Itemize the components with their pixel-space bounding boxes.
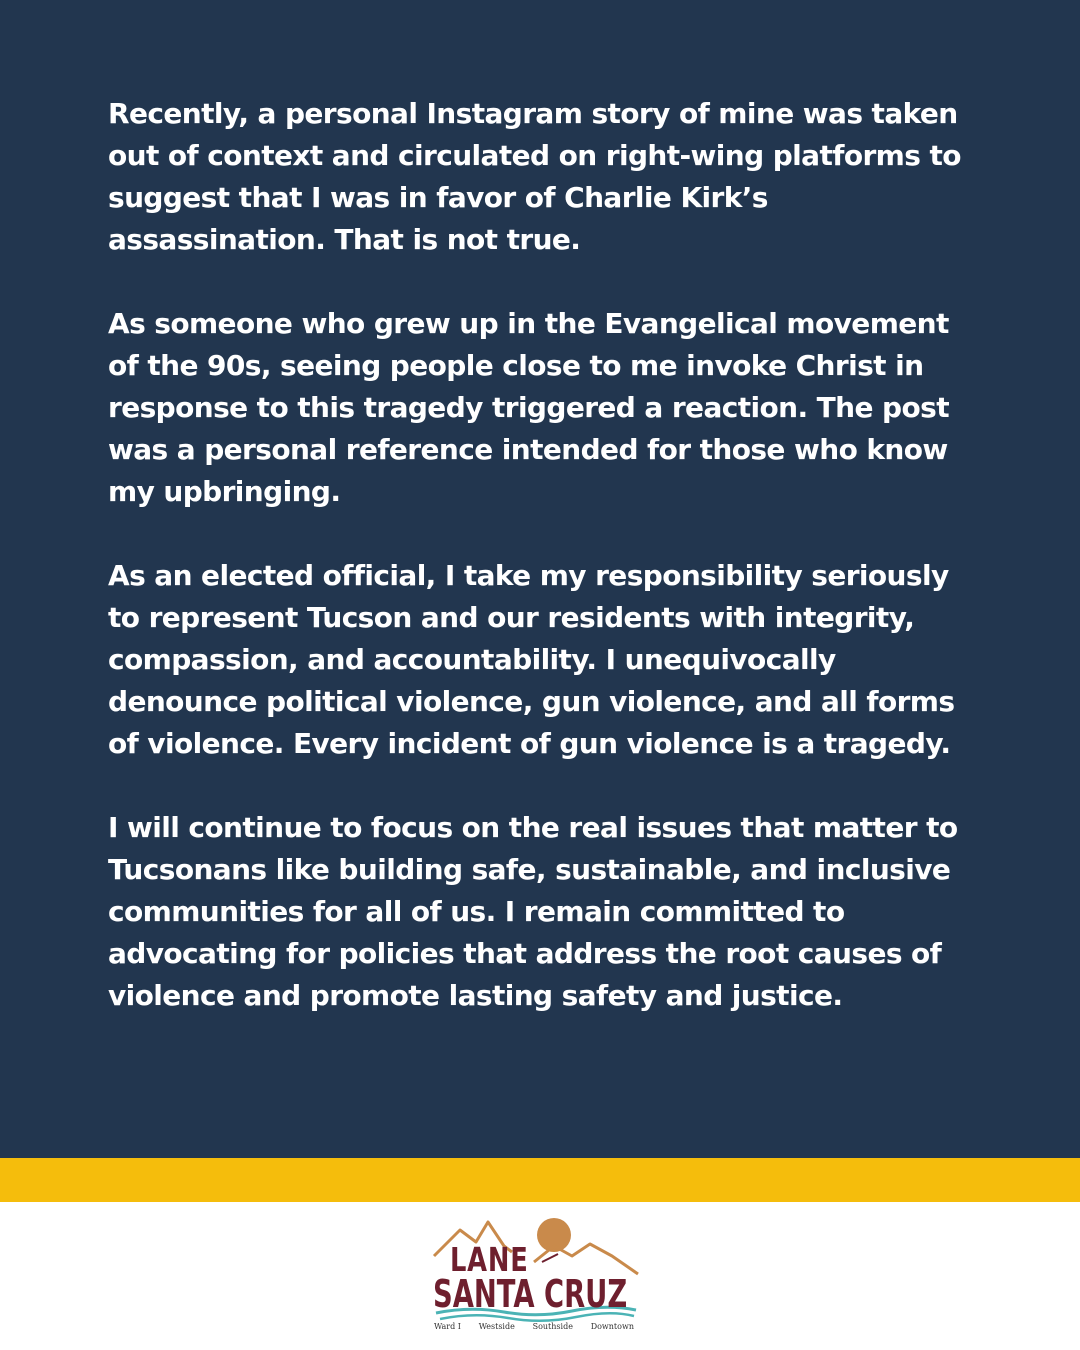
logo-name-line1: LANE (450, 1240, 529, 1279)
logo-area-ward: Ward I (434, 1322, 461, 1331)
lane-santa-cruz-logo (430, 1216, 645, 1338)
logo-name-line2: SANTA CRUZ (433, 1272, 628, 1316)
statement-paragraph-2: As someone who grew up in the Evangelical movement of the 90s, seeing people close to me invoke Christ in response to this tragedy triggered a reaction. The post was a personal reference intended for those who know my upbringing. (108, 307, 949, 508)
logo-area-southside: Southside (532, 1322, 573, 1331)
logo-service-areas (434, 1322, 634, 1331)
logo-area-westside: Westside (478, 1322, 515, 1331)
accent-stripe (0, 1158, 1080, 1202)
statement-paragraph-4: I will continue to focus on the real issues that matter to Tucsonans like building safe, sustainable, and inclusive communities for all of us. I remain committed to advocating for policies that address the root causes of violence and promote lasting safety and justice. (108, 811, 958, 1012)
statement-body (108, 93, 988, 1017)
statement-paragraph-1: Recently, a personal Instagram story of mine was taken out of context and circulated on right-wing platforms to suggest that I was in favor of Charlie Kirk’s assassination. That is not true. (108, 97, 961, 256)
footer (0, 1202, 1080, 1350)
statement-paragraph-3: As an elected official, I take my responsibility seriously to represent Tucson and our residents with integrity, compassion, and accountability. I unequivocally denounce political violence, gun violence, and all forms of violence. Every incident of gun violence is a tragedy. (108, 559, 955, 760)
logo-area-downtown: Downtown (590, 1322, 634, 1331)
